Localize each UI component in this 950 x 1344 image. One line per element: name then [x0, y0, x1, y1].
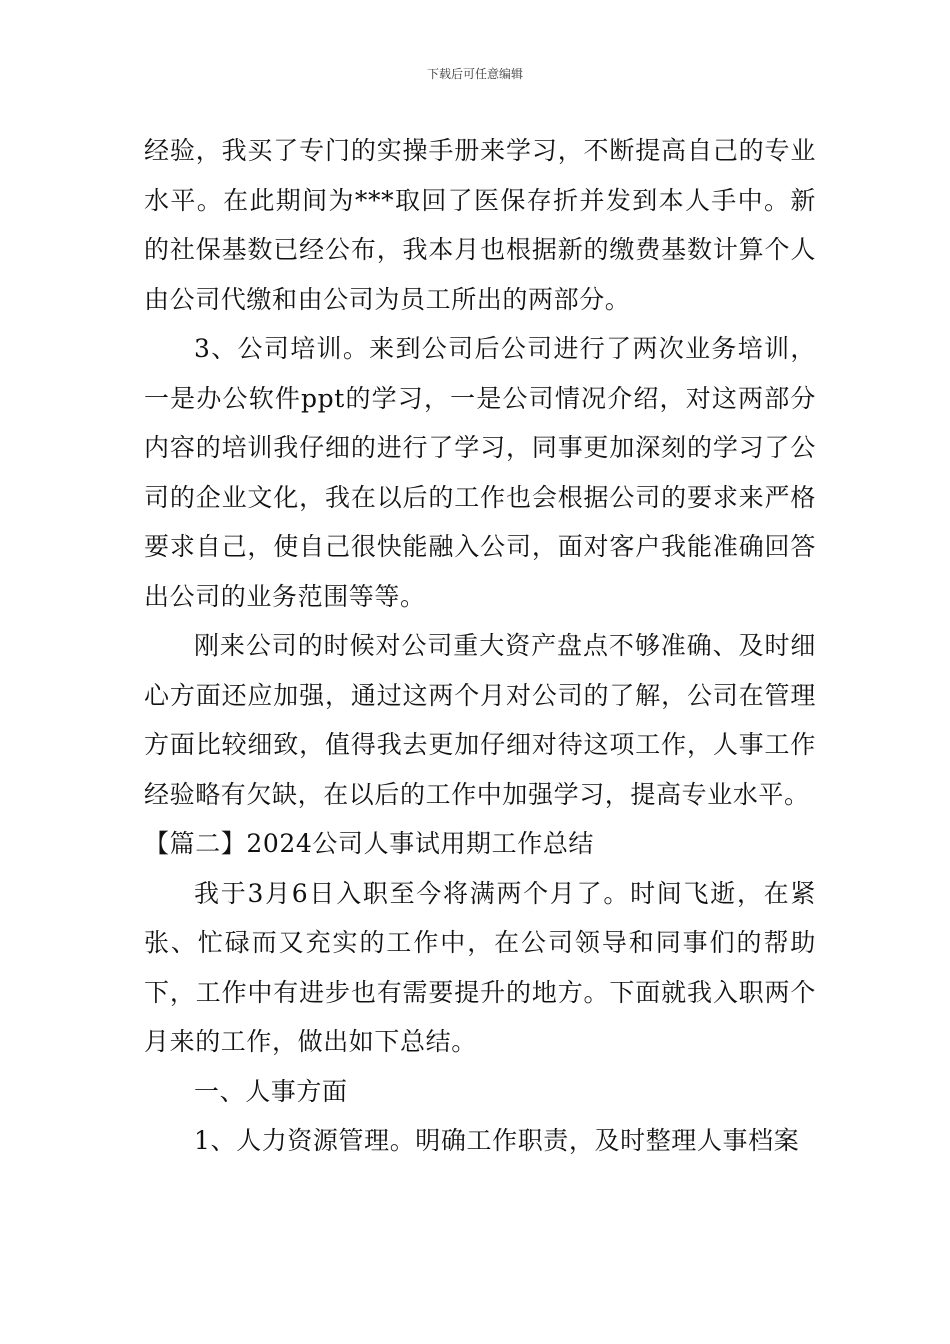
- subsection-heading: 一、人事方面: [194, 1076, 348, 1106]
- page-header: 下载后可任意编辑: [426, 67, 523, 81]
- paragraph-reflection: 刚来公司的时候对公司重大资产盘点不够准确、及时细心方面还应加强，通过这两个月对公司的了解，公司在管理方面比较细致，值得我去更加仔细对待这项工作，人事工作经验略有欠缺，在以后的工作中加强学习，提高专业水平。: [144, 631, 816, 809]
- document-body: [144, 126, 816, 1166]
- paragraph-intro: 我于3月6日入职至今将满两个月了。时间飞逝，在紧张、忙碌而又充实的工作中，在公司领导和同事们的帮助下，工作中有进步也有需要提升的地方。下面就我入职两个月来的工作，做出如下总结。: [144, 878, 816, 1056]
- section-title: 【篇二】2024公司人事试用期工作总结: [144, 829, 595, 858]
- paragraph-hr-management: 1、人力资源管理。明确工作职责，及时整理人事档案: [194, 1126, 800, 1155]
- paragraph-continuation: 经验，我买了专门的实操手册来学习，不断提高自己的专业水平。在此期间为***取回了医保存折并发到本人手中。新的社保基数已经公布，我本月也根据新的缴费基数计算个人由公司代缴和由公司为员工所出的两部分。: [144, 136, 816, 314]
- paragraph-training: 3、公司培训。来到公司后公司进行了两次业务培训，一是办公软件ppt的学习，一是公司情况介绍，对这两部分内容的培训我仔细的进行了学习，同事更加深刻的学习了公司的企业文化，我在以后的工作也会根据公司的要求来严格要求自己，使自己很快能融入公司，面对客户我能准确回答出公司的业务范围等等。: [144, 334, 816, 611]
